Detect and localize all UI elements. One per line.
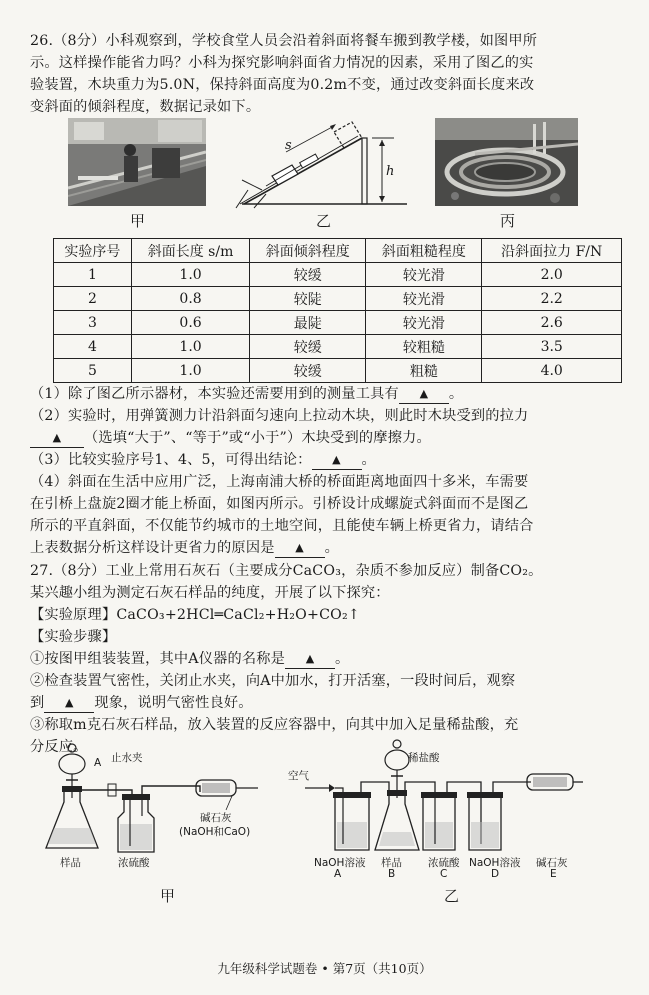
q26-sub4-line2: 在引桥上盘旋2圈才能上桥面，如图丙所示。引桥设计成螺旋式斜面而不是图乙 — [30, 496, 529, 512]
answer-blank[interactable] — [30, 429, 84, 448]
header-trial-no: 实验序号 — [54, 239, 132, 263]
q27-step3-line2: 分反应。 — [30, 739, 88, 755]
answer-blank[interactable] — [399, 385, 449, 404]
label-bottle-d-letter: D — [491, 868, 500, 880]
label-bottle-e-name: 碱石灰 — [536, 857, 568, 869]
q26-line-2: 示。这样操作能省力吗？小科为探究影响斜面省力情况的因素，采用了图乙的实 — [30, 55, 534, 71]
photo-spiral-bridge — [435, 118, 578, 206]
q26-sub1: （1）除了图乙所示器材，本实验还需要用到的测量工具有 ▲ 。 — [30, 386, 464, 402]
blank-triangle-icon: ▲ — [65, 696, 74, 709]
label-bottle-c-letter: C — [440, 868, 448, 880]
label-bottle-a-name: NaOH溶液 — [314, 857, 366, 869]
label-air: 空气 — [288, 770, 309, 782]
answer-blank[interactable] — [44, 694, 94, 713]
q27-line-2: 某兴趣小组为测定石灰石样品的纯度，开展了以下探究： — [30, 585, 390, 601]
header-length: 斜面长度 s/m — [131, 239, 249, 263]
answer-blank[interactable] — [312, 451, 362, 470]
blank-triangle-icon: ▲ — [305, 652, 315, 665]
experiment-data-table — [53, 238, 622, 383]
label-bottle-b-name: 样品 — [381, 857, 402, 869]
blank-triangle-icon: ▲ — [332, 453, 341, 466]
q26-line-4: 变斜面的倾斜程度，数据记录如下。 — [30, 99, 261, 115]
label-sample-jia: 样品 — [60, 857, 81, 869]
caption-apparatus-jia: 甲 — [160, 887, 176, 905]
q27-step2-line2: 到 ▲ 现象，说明气密性良好。 — [30, 695, 253, 711]
incline-apparatus-diagram — [222, 112, 412, 212]
q27-step1: ①按图甲组装装置，其中A仪器的名称是 ▲ 。 — [30, 651, 350, 667]
photo-cafeteria-ramp — [68, 118, 206, 206]
table-row: 2 0.8 较陡 较光滑 2.2 — [54, 287, 622, 311]
figure-label-bing: 丙 — [500, 212, 516, 230]
header-slope: 斜面倾斜程度 — [250, 239, 366, 263]
q26-sub4-line3: 所示的平直斜面，不仅能节约城市的土地空间，且能使车辆上桥更省力，请结合 — [30, 518, 534, 534]
caption-apparatus-yi: 乙 — [444, 887, 460, 905]
header-roughness: 斜面粗糙程度 — [366, 239, 482, 263]
label-soda-lime-jia: 碱石灰 — [200, 812, 232, 824]
q26-sub3: （3）比较实验序号1、4、5，可得出结论： ▲ 。 — [30, 452, 376, 468]
label-bottle-a-letter: A — [334, 868, 342, 880]
table-header-row — [54, 239, 622, 263]
label-bottle-d-name: NaOH溶液 — [469, 857, 521, 869]
label-water-clamp: 止水夹 — [111, 752, 143, 764]
apparatus-jia-diagram — [40, 740, 290, 860]
label-soda-lime-composition: (NaOH和CaO) — [179, 826, 251, 838]
label-dilute-hcl: 稀盐酸 — [408, 752, 440, 764]
q26-line-3: 验装置，木块重力为5.0N，保持斜面高度为0.2m不变，通过改变斜面长度来改 — [30, 77, 535, 93]
table-row: 1 1.0 较缓 较光滑 2.0 — [54, 263, 622, 287]
figure-label-yi: 乙 — [316, 212, 332, 230]
q27-line-1: 27.（8分）工业上常用石灰石（主要成分CaCO₃，杂质不参加反应）制备CO₂。 — [30, 563, 543, 579]
diagram-label-s: s — [285, 138, 292, 153]
label-conc-sulfuric-jia: 浓硫酸 — [118, 857, 150, 869]
table-row: 5 1.0 较缓 粗糙 4.0 — [54, 359, 622, 383]
answer-blank[interactable] — [275, 539, 325, 558]
page-footer: 九年级科学试题卷 • 第7页（共10页） — [217, 961, 432, 976]
q26-sub4-line1: （4）斜面在生活中应用广泛，上海南浦大桥的桥面距离地面四十多米，车需要 — [30, 474, 529, 490]
blank-triangle-icon: ▲ — [419, 387, 429, 400]
answer-blank[interactable] — [285, 650, 335, 669]
q26-sub2-line2: ▲ （选填“大于”、“等于”或“小于”）木块受到的摩擦力。 — [30, 427, 431, 449]
diagram-label-h: h — [386, 164, 395, 179]
label-funnel-a: A — [94, 757, 102, 769]
label-bottle-e-letter: E — [550, 868, 557, 880]
q27-step2-line1: ②检查装置气密性，关闭止水夹，向A中加水，打开活塞，一段时间后，观察 — [30, 673, 516, 689]
table-row: 3 0.6 最陡 较光滑 2.6 — [54, 311, 622, 335]
blank-triangle-icon: ▲ — [295, 541, 304, 554]
q27-steps-title: 【实验步骤】 — [30, 629, 117, 645]
label-bottle-b-letter: B — [388, 868, 396, 880]
blank-triangle-icon: ▲ — [52, 431, 62, 444]
figure-label-jia: 甲 — [130, 212, 146, 230]
apparatus-yi-diagram — [305, 738, 585, 862]
q27-step3-line1: ③称取m克石灰石样品，放入装置的反应容器中，向其中加入足量稀盐酸，充 — [30, 717, 519, 733]
q26-sub2-line1: （2）实验时，用弹簧测力计沿斜面匀速向上拉动木块，则此时木块受到的拉力 — [30, 408, 529, 424]
q26-line-1: 26.（8分）小科观察到，学校食堂人员会沿着斜面将餐车搬到教学楼，如图甲所 — [30, 33, 538, 49]
table-row: 4 1.0 较缓 较粗糙 3.5 — [54, 335, 622, 359]
header-pull-force: 沿斜面拉力 F/N — [482, 239, 622, 263]
label-bottle-c-name: 浓硫酸 — [428, 857, 460, 869]
q26-sub4-line4: 上表数据分析这样设计更省力的原因是 ▲ 。 — [30, 540, 339, 556]
q27-principle: 【实验原理】CaCO₃+2HCl═CaCl₂+H₂O+CO₂↑ — [30, 607, 360, 623]
